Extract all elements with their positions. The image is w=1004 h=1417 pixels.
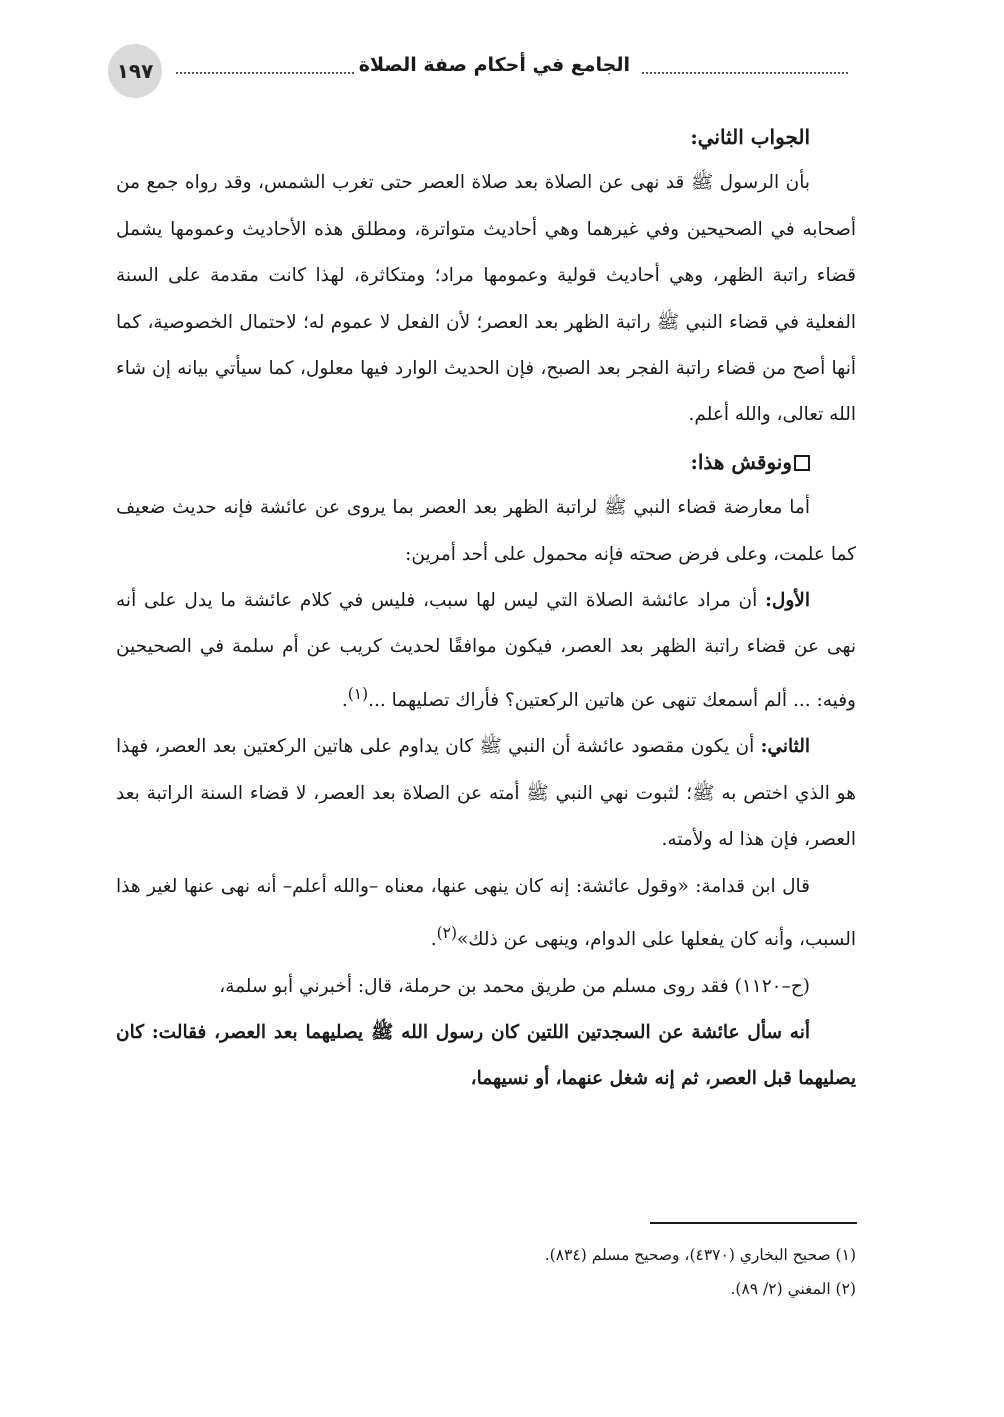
footnote-divider [650,1222,857,1224]
footnote-ref-1: (١) [347,684,369,703]
second-text: أن يكون مقصود عائشة أن النبي ﷺ كان يداوم على هاتين الركعتين بعد العصر، فهذا هو الذي اختص به ﷺ؛ لثبوت نهي النبي ﷺ أمته عن الصلاة بعد العصر، لا قضاء السنة الراتبة بعد العصر، فإن هذا له ولأمته. [116,736,856,851]
footnotes [116,1238,856,1306]
main-text [116,114,856,1103]
first-text: أن مراد عائشة الصلاة التي ليس لها سبب، فليس في كلام عائشة ما يدل على أنه نهى عن قضاء راتبة الظهر بعد العصر، فيكون موافقًا لحديث كريب عن أم سلمة في الصحيحين وفيه: ... ألم أسمعك تنهى عن هاتين الركعتين؟ فأراك تصليهما ... [116,590,856,712]
header-dotted-rule-right [642,72,848,74]
footnote-1: (١) صحيح البخاري (٤٣٧٠)، وصحيح مسلم (٨٣٤). [544,1246,856,1264]
first-label: الأول: [765,590,810,612]
page-header [108,44,848,96]
quote-end: . [430,929,437,951]
checkbox-square-icon [794,455,810,471]
paragraph-discussion: أما معارضة قضاء النبي ﷺ لراتبة الظهر بعد العصر بما يروى عن عائشة فإنه حديث ضعيف كما علمت، وعلى فرض صحته فإنه محمول على أحد أمرين: [116,497,856,565]
footnote-ref-2: (٢) [436,924,457,943]
running-title: الجامع في أحكام صفة الصلاة [355,54,634,76]
second-label: الثاني: [760,736,810,758]
heading-discussion [116,439,856,485]
quote-text: قال ابن قدامة: «وقول عائشة: إنه كان ينهى عنها، معناه –والله أعلم– أنه نهى عنها لغير هذا السبب، وأنه كان يفعلها على الدوام، وينهى عن ذلك» [116,875,856,951]
paragraph-hadith-intro: (ح–١١٢٠) فقد روى مسلم من طريق محمد بن حرملة، قال: أخبرني أبو سلمة، [219,975,810,997]
footnote-2: (٢) المغني (٢/ ٨٩). [730,1280,856,1298]
first-end: . [341,690,348,712]
page-number-badge: ١٩٧ [108,44,162,98]
paragraph-second [116,724,856,863]
heading-discussion-label: ونوقش هذا: [690,449,792,474]
paragraph-first [116,578,856,724]
paragraph-quote [116,864,856,964]
heading-second-answer: الجواب الثاني: [690,125,810,149]
paragraph-answer: بأن الرسول ﷺ قد نهى عن الصلاة بعد صلاة العصر حتى تغرب الشمس، وقد رواه جمع من أصحابه في الصحيحين وفي غيرهما وهي أحاديث متواترة، ومطلق هذه الأحاديث وعمومها يشمل قضاء راتبة الظهر، وهي أحاديث قولية وعمومها مراد؛ ومتكاثرة، لهذا كانت مقدمة على السنة الفعلية في قضاء النبي ﷺ راتبة الظهر بعد العصر؛ لأن الفعل لا عموم له؛ لاحتمال الخصوصية، كما أنها أصح من قضاء راتبة الفجر بعد الصبح، فإن الحديث الوارد فيها معلول، كما سيأتي بيانه إن شاء الله تعالى، والله أعلم. [116,172,856,426]
paragraph-hadith-bold: أنه سأل عائشة عن السجدتين اللتين كان رسول الله ﷺ يصليهما بعد العصر، فقالت: كان يصليهما قبل العصر، ثم إنه شغل عنهما، أو نسيهما، [116,1022,856,1090]
